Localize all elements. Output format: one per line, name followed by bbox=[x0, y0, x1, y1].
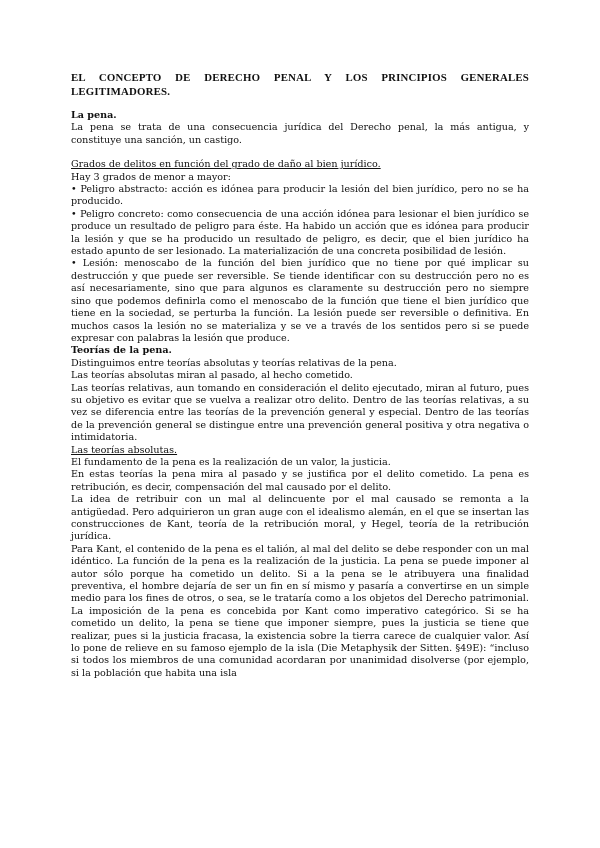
paragraph-relativas-intro: Las teorías relativas, aun tomando en consideración el delito ejecutado, miran al futuro, pues su objetivo es evitar que se vuelva a realizar otro delito. Dentro de las teorías relativas, a su vez se diferencia entre las teorías de la prevención general y especial. Dentro de las teorías de la prevención general se distingue entre una prevención general positiva y otra negativa o intimidatoria. bbox=[71, 382, 529, 444]
section-heading-grados: Grados de delitos en función del grado de daño al bien jurídico. bbox=[71, 159, 381, 171]
paragraph-pena: La pena se trata de una consecuencia jurídica del Derecho penal, la más antigua, y constituye una sanción, un castigo. bbox=[71, 122, 529, 146]
section-heading-pena: La pena. bbox=[71, 110, 117, 121]
section-pena bbox=[71, 110, 529, 147]
paragraph-teorias-intro: Distinguimos entre teorías absolutas y teorías relativas de la pena. bbox=[71, 357, 397, 369]
section-absolutas bbox=[71, 445, 529, 681]
paragraph-absolutas-intro: Las teorías absolutas miran al pasado, al hecho cometido. bbox=[71, 370, 353, 382]
paragraph-absolutas-lead: El fundamento de la pena es la realización de un valor, la justicia. bbox=[71, 456, 391, 468]
list-item-peligro-concreto: • Peligro concreto: como consecuencia de una acción idónea para lesionar el bien jurídico se produce un resultado de peligro para éste. Ha habido un acción que es idónea para producir la lesión y que se ha producido un resultado de peligro, es decir, que el bien jurídico ha estado apunto de ser lesionado. La materialización de una concreta posibilidad de lesión. bbox=[71, 208, 529, 258]
document-title: EL CONCEPTO DE DERECHO PENAL Y LOS PRINCIPIOS GENERALES LEGITIMADORES. bbox=[71, 72, 529, 98]
document-body bbox=[71, 72, 529, 680]
list-item-peligro-abstracto: • Peligro abstracto: acción es idónea para producir la lesión del bien jurídico, pero no se ha producido. bbox=[71, 184, 529, 208]
paragraph-absolutas-2: La idea de retribuir con un mal al delincuente por el mal causado se remonta a la antigüedad. Pero adquirieron un gran auge con el idealismo alemán, en el que se insertan las construcciones de Kant, teoría de la retribución moral, y Hegel, teoría de la retribución jurídica. bbox=[71, 494, 529, 543]
section-heading-teorias: Teorías de la pena. bbox=[71, 345, 172, 357]
paragraph-absolutas-4: La imposición de la pena es concebida por Kant como imperativo categórico. Si se ha cometido un delito, la pena se tiene que imponer siempre, pues la justicia se tiene que realizar, pues si la justicia fracasa, la existencia sobre la tierra carece de cualquier valor. Así lo pone de relieve en su famoso ejemplo de la isla (Die Metaphysik der Sitten. §49E): “incluso si todos los miembros de una comunidad acordaran por unanimidad disolverse (por ejemplo, si la población que habita una isla bbox=[71, 605, 529, 679]
section-heading-absolutas: Las teorías absolutas. bbox=[71, 444, 178, 456]
section-teorias bbox=[71, 345, 529, 444]
paragraph-grados-intro: Hay 3 grados de menor a mayor: bbox=[71, 171, 231, 183]
section-grados bbox=[71, 159, 529, 345]
paragraph-absolutas-3: Para Kant, el contenido de la pena es el talión, al mal del delito se debe responder con un mal idéntico. La función de la pena es la realización de la justicia. La pena se puede imponer al autor sólo porque ha cometido un delito. Si a la pena se le atribuyera una finalidad preventiva, el hombre dejaría de ser un fin en sí mismo y pasaría a convertirse en un simple medio para los fines de otros, o sea, se le trataría como a los objetos del Derecho patrimonial. bbox=[71, 543, 529, 605]
list-item-lesion: • Lesión: menoscabo de la función del bien jurídico que no tiene por qué implicar su destrucción y que puede ser reversible. Se tiende identificar con su destrucción pero no es así necesariamente, sino que para algunos es claramente su destrucción pero no siempre sino que podemos definirla como el menoscabo de la función que tiene el bien jurídico que tiene en la sociedad, se perturba la función. La lesión puede ser reversible o definitiva. En muchos casos la lesión no se materializa y se ve a través de los sentidos pero si se puede expresar con palabras la lesión que produce. bbox=[71, 258, 529, 344]
paragraph-absolutas-1: En estas teorías la pena mira al pasado y se justifica por el delito cometido. La pena es retribución, es decir, compensación del mal causado por el delito. bbox=[71, 469, 529, 493]
